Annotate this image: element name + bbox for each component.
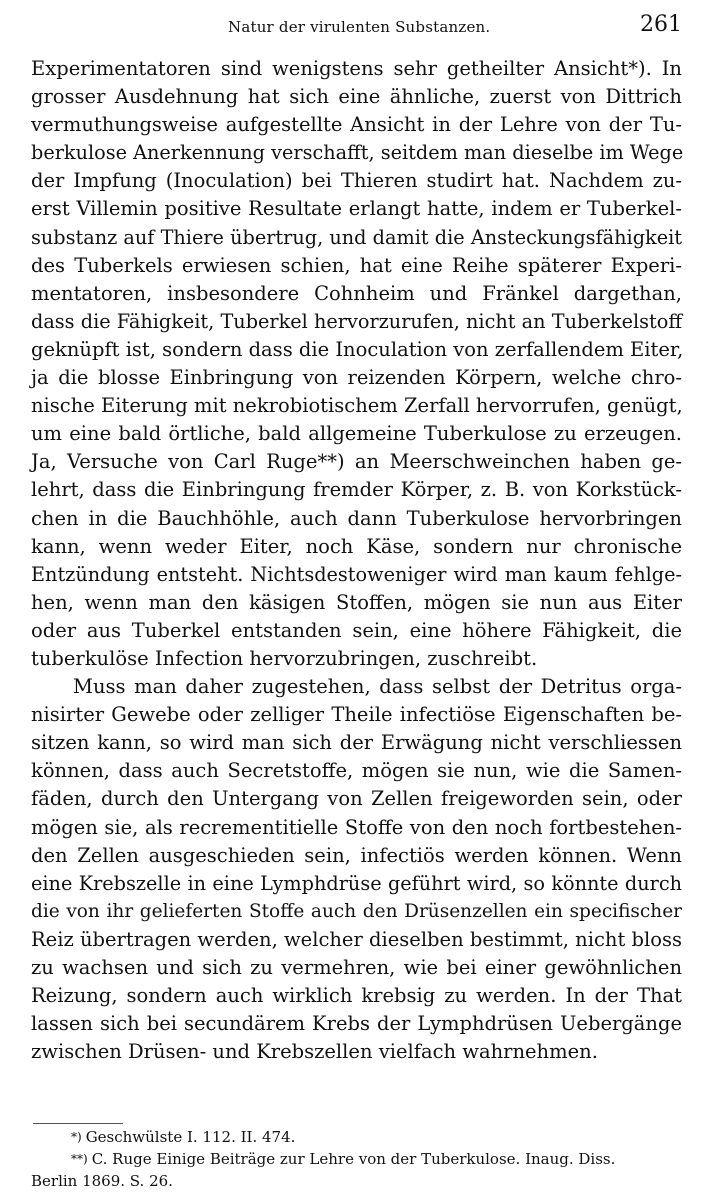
text-line: Experimentatoren sind wenigstens sehr getheilter Ansicht*). In: [31, 57, 682, 80]
text-line: kann, wenn weder Eiter, noch Käse, sondern nur chronische: [31, 534, 682, 558]
text-line: zu wachsen und sich zu vermehren, wie bei einer gewöhnlichen: [31, 956, 682, 979]
text-line: Entzündung entsteht. Nichtsdestoweniger wird man kaum fehlge-: [31, 562, 682, 586]
text-line: grosser Ausdehnung hat sich eine ähnliche, zuerst von Dittrich: [31, 85, 682, 109]
footnotes: [31, 1126, 682, 1192]
footnote-text: C. Ruge Einige Beiträge zur Lehre von der Tuberkulose. Inaug. Diss.: [91, 1150, 616, 1168]
footnote-marker: *): [71, 1130, 82, 1144]
text-line: dass die Fähigkeit, Tuberkel hervorzurufen, nicht an Tuberkelstoff: [31, 309, 682, 333]
text-line: ja die blosse Einbringung von reizenden Körpern, welche chro-: [31, 366, 682, 390]
text-line: chen in die Bauchhöhle, auch dann Tuberkulose hervorbringen: [31, 506, 682, 530]
text-line: mentatoren, insbesondere Cohnheim und Fränkel dargethan,: [31, 281, 682, 305]
text-line: zwischen Drüsen- und Krebszellen vielfach wahrnehmen.: [31, 1040, 598, 1064]
text-line: geknüpft ist, sondern dass die Inoculation von zerfallendem Eiter,: [31, 337, 684, 361]
footnote-rule: [33, 1123, 123, 1124]
text-line: fäden, durch den Untergang von Zellen freigeworden sein, oder: [31, 787, 682, 811]
paragraph-1: [31, 55, 682, 673]
text-line: lehrt, dass die Einbringung fremder Körper, z. B. von Korkstück-: [31, 478, 682, 502]
text-line: substanz auf Thiere übertrug, und damit die Ansteckungsfähigkeit: [31, 225, 682, 249]
text-line: vermuthungsweise aufgestellte Ansicht in der Lehre von der Tu-: [31, 113, 682, 137]
body-text: [31, 55, 682, 1066]
page-number: 261: [640, 12, 682, 37]
text-line: der Impfung (Inoculation) bei Thieren studirt hat. Nachdem zu-: [31, 169, 682, 193]
text-line: nisirter Gewebe oder zelliger Theile infectiöse Eigenschaften be-: [31, 703, 682, 727]
text-line: oder aus Tuberkel entstanden sein, eine höhere Fähigkeit, die: [31, 618, 682, 642]
text-line: Reiz übertragen werden, welcher dieselben bestimmt, nicht bloss: [31, 927, 682, 951]
text-line: können, dass auch Secretstoffe, mögen sie nun, wie die Samen-: [31, 759, 682, 783]
text-line: erst Villemin positive Resultate erlangt hatte, indem er Tuberkel-: [31, 197, 682, 221]
footnote-text: Geschwülste I. 112. II. 474.: [85, 1128, 296, 1146]
text-line: um eine bald örtliche, bald allgemeine Tuberkulose zu erzeugen.: [31, 422, 682, 446]
text-line: hen, wenn man den käsigen Stoffen, mögen sie nun aus Eiter: [31, 590, 682, 614]
footnote-text: Berlin 1869. S. 26.: [31, 1172, 173, 1190]
paragraph-2: [31, 673, 682, 1066]
page-header: [0, 12, 708, 44]
text-line: Reizung, sondern auch wirklich krebsig zu werden. In der That: [31, 984, 682, 1008]
text-line: die von ihr gelieferten Stoffe auch den Drüsenzellen ein specifischer: [31, 900, 682, 922]
text-line: mögen sie, als recrementitielle Stoffe von den noch fortbestehen-: [31, 815, 682, 839]
text-line: berkulose Anerkennung verschafft, seitdem man dieselbe im Wege: [31, 141, 684, 165]
text-line: eine Krebszelle in eine Lymphdrüse geführt wird, so könnte durch: [31, 871, 682, 895]
text-line: des Tuberkels erwiesen schien, hat eine Reihe späterer Experi-: [31, 253, 682, 277]
footnote-1: [31, 1126, 682, 1148]
footnote-marker: **): [71, 1152, 88, 1166]
text-line: lassen sich bei secundärem Krebs der Lymphdrüsen Uebergänge: [31, 1012, 682, 1036]
text-line: nische Eiterung mit nekrobiotischem Zerfall hervorrufen, genügt,: [31, 394, 683, 418]
footnote-2-continuation: [31, 1170, 682, 1192]
footnote-2: [31, 1148, 682, 1170]
text-line: den Zellen ausgeschieden sein, infectiös werden können. Wenn: [31, 843, 682, 867]
text-line: Ja, Versuche von Carl Ruge**) an Meerschweinchen haben ge-: [31, 450, 682, 474]
text-line: tuberkulöse Infection hervorzubringen, zuschreibt.: [31, 646, 538, 670]
text-line: sitzen kann, so wird man sich der Erwägung nicht verschliessen: [31, 731, 682, 755]
text-line: Muss man daher zugestehen, dass selbst der Detritus orga-: [73, 675, 682, 699]
running-title: Natur der virulenten Substanzen.: [228, 18, 491, 36]
